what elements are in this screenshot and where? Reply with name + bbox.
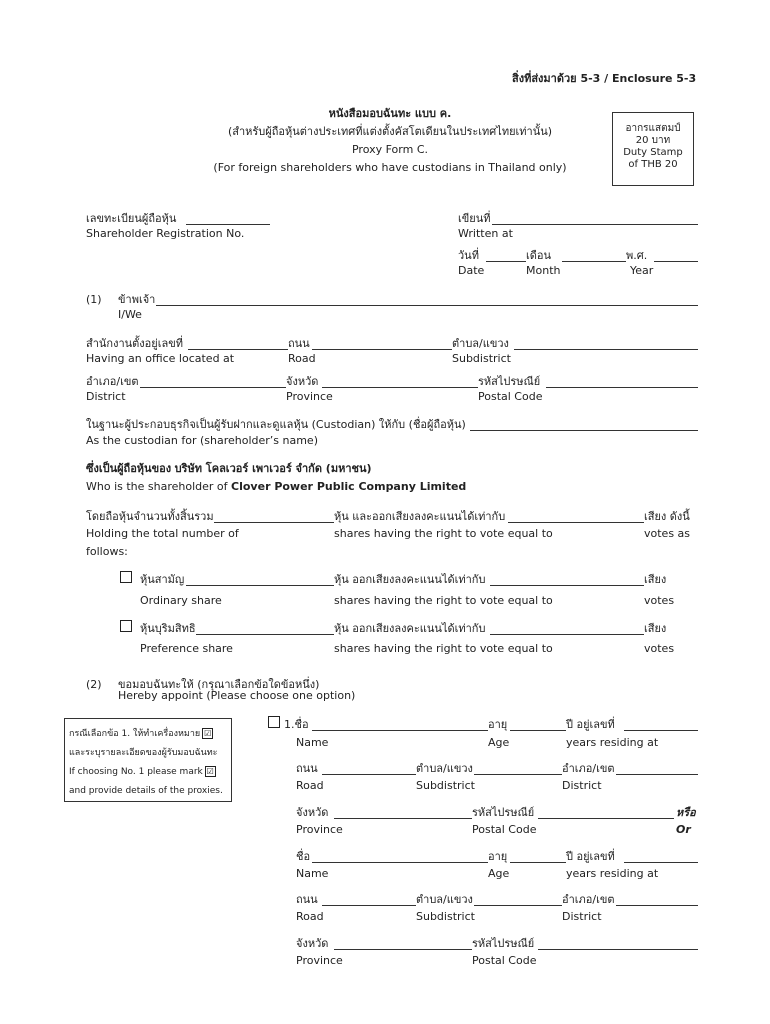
form-subtitle-en: (For foreign shareholders who have custodians in Thailand only) xyxy=(213,161,567,174)
office-label-th: สำนักงานตั้งอยู่เลขที่ xyxy=(86,337,183,350)
shareholder-of-prefix-th: ซึ่งเป็นผู้ถือหุ้นของ xyxy=(86,462,172,475)
votes-as-label-th: เสียง ดังนี้ xyxy=(644,510,690,523)
proxy1-province-label-th: จังหวัด xyxy=(296,806,329,819)
proxy1-district-label-en: District xyxy=(562,779,602,792)
stamp-line2: 20 บาท xyxy=(635,135,671,146)
proxy2-district-field[interactable] xyxy=(616,905,698,906)
province-label-th: จังหวัด xyxy=(286,375,319,388)
subdistrict-field[interactable] xyxy=(514,349,698,350)
proxy2-address-field[interactable] xyxy=(624,862,698,863)
custodian-label-en: As the custodian for (shareholder’s name) xyxy=(86,434,318,447)
proxy1-subdistrict-label-en: Subdistrict xyxy=(416,779,475,792)
check-mark-icon: ☑ xyxy=(204,729,212,738)
subdistrict-label-th: ตำบล/แขวง xyxy=(452,337,509,350)
proxy2-postal-label-th: รหัสไปรษณีย์ xyxy=(472,937,535,950)
proxy1-district-field[interactable] xyxy=(616,774,698,775)
proxy1-postal-label-th: รหัสไปรษณีย์ xyxy=(472,806,535,819)
postal-label-th: รหัสไปรษณีย์ xyxy=(478,375,541,388)
proxy1-province-label-en: Province xyxy=(296,823,343,836)
holding-label-en: Holding the total number of xyxy=(86,527,239,540)
ordinary-votes-field[interactable] xyxy=(490,585,644,586)
subdistrict-label-en: Subdistrict xyxy=(452,352,511,365)
written-at-label-th: เขียนที่ xyxy=(458,212,491,225)
or-label-en: Or xyxy=(676,823,691,836)
appoint-label-th: ขอมอบฉันทะให้ (กรุณาเลือกข้อใดข้อหนึ่ง) xyxy=(118,678,320,691)
road-field[interactable] xyxy=(312,349,452,350)
proxy2-road-label-th: ถนน xyxy=(296,893,318,906)
custodian-label-th: ในฐานะผู้ประกอบธุรกิจเป็นผู้รับฝากและดูแลหุ้น (Custodian) ให้กับ (ชื่อผู้ถือหุ้น) xyxy=(86,418,466,431)
proxy1-age-label-en: Age xyxy=(488,736,510,749)
proxy1-district-label-th: อำเภอ/เขต xyxy=(562,762,615,775)
company-name-th: บริษัท โคลเวอร์ เพาเวอร์ จำกัด (มหาชน) xyxy=(174,462,372,475)
preference-label-en: Preference share xyxy=(140,642,233,655)
ordinary-shares-field[interactable] xyxy=(186,585,334,586)
road-label-en: Road xyxy=(288,352,316,365)
preference-shares-field[interactable] xyxy=(196,634,334,635)
written-at-field[interactable] xyxy=(492,224,698,225)
shareholder-of-prefix-en: Who is the shareholder of xyxy=(86,480,228,493)
ordinary-votes-label-th: เสียง xyxy=(644,573,667,586)
votes-as-label-en: votes as xyxy=(644,527,691,540)
stamp-line1: อากรแสตมป์ xyxy=(625,123,681,134)
proxy1-years-label-en: years residing at xyxy=(566,736,659,749)
preference-votes-label-th: เสียง xyxy=(644,622,667,635)
proxy2-postal-field[interactable] xyxy=(538,949,698,950)
total-shares-field[interactable] xyxy=(214,522,334,523)
month-field[interactable] xyxy=(562,261,626,262)
section1-number: (1) xyxy=(86,293,102,306)
proxy1-name-field[interactable] xyxy=(312,730,488,731)
appoint-label-en: Hereby appoint (Please choose one option) xyxy=(118,689,356,702)
date-field[interactable] xyxy=(486,261,526,262)
written-at-label-en: Written at xyxy=(458,227,513,240)
proxy1-postal-label-en: Postal Code xyxy=(472,823,537,836)
section2-number: (2) xyxy=(86,678,102,691)
preference-votes-field[interactable] xyxy=(490,634,644,635)
ordinary-votes-label-en: votes xyxy=(644,594,675,607)
preference-label-th: หุ้นบุริมสิทธิ xyxy=(140,622,196,635)
proxy1-postal-field[interactable] xyxy=(538,818,674,819)
proxy2-name-label-en: Name xyxy=(296,867,329,880)
proxy2-province-label-th: จังหวัด xyxy=(296,937,329,950)
iwe-field[interactable] xyxy=(156,305,698,306)
note-line4: and provide details of the proxies. xyxy=(69,786,223,796)
proxy2-road-label-en: Road xyxy=(296,910,324,923)
form-subtitle-th: (สำหรับผู้ถือหุ้นต่างประเทศที่แต่งตั้งคัสโตเดียนในประเทศไทยเท่านั้น) xyxy=(227,125,553,138)
year-label-en: Year xyxy=(630,264,654,277)
registration-label-th: เลขทะเบียนผู้ถือหุ้น xyxy=(86,212,177,225)
month-label-en: Month xyxy=(526,264,561,277)
registration-field[interactable] xyxy=(186,224,270,225)
office-field[interactable] xyxy=(188,349,288,350)
proxy2-district-label-en: District xyxy=(562,910,602,923)
shareholder-of-th xyxy=(86,462,372,475)
ordinary-label-th: หุ้นสามัญ xyxy=(140,573,185,586)
proxy1-name-label-th: 1.ชื่อ xyxy=(284,718,309,731)
proxy2-name-field[interactable] xyxy=(312,862,488,863)
district-label-en: District xyxy=(86,390,126,403)
check-mark-icon: ☑ xyxy=(206,767,214,776)
proxy2-age-label-en: Age xyxy=(488,867,510,880)
year-field[interactable] xyxy=(654,261,698,262)
company-name-en: Clover Power Public Company Limited xyxy=(231,480,467,493)
proxy2-subdistrict-label-th: ตำบล/แขวง xyxy=(416,893,473,906)
form-title-en: Proxy Form C. xyxy=(351,143,428,156)
proxy2-postal-label-en: Postal Code xyxy=(472,954,537,967)
proxy1-subdistrict-field[interactable] xyxy=(474,774,562,775)
proxy1-road-label-th: ถนน xyxy=(296,762,318,775)
proxy1-road-label-en: Road xyxy=(296,779,324,792)
proxy2-province-label-en: Province xyxy=(296,954,343,967)
or-label-th: หรือ xyxy=(676,806,696,819)
office-label-en: Having an office located at xyxy=(86,352,235,365)
district-label-th: อำเภอ/เขต xyxy=(86,375,139,388)
proxy1-road-field[interactable] xyxy=(322,774,416,775)
proxy2-subdistrict-label-en: Subdistrict xyxy=(416,910,475,923)
proxy1-age-field[interactable] xyxy=(510,730,566,731)
proxy2-subdistrict-field[interactable] xyxy=(474,905,562,906)
form-title-th: หนังสือมอบฉันทะ แบบ ค. xyxy=(328,107,452,120)
proxy2-district-label-th: อำเภอ/เขต xyxy=(562,893,615,906)
proxy2-years-label-en: years residing at xyxy=(566,867,659,880)
follows-label-en: follows: xyxy=(86,545,128,558)
shareholder-of-en xyxy=(86,480,466,493)
ordinary-vote-label-en: shares having the right to vote equal to xyxy=(334,594,553,607)
year-label-th: พ.ศ. xyxy=(626,249,648,262)
registration-label-en: Shareholder Registration No. xyxy=(86,227,245,240)
date-label-th: วันที่ xyxy=(458,249,479,262)
proxy1-age-label-th: อายุ xyxy=(488,718,508,731)
proxy2-road-field[interactable] xyxy=(322,905,416,906)
note-line1: กรณีเลือกข้อ 1. ให้ทำเครื่องหมาย xyxy=(69,729,201,739)
note-line3: If choosing No. 1 please mark xyxy=(69,767,203,777)
stamp-line3: Duty Stamp xyxy=(623,147,683,158)
proxy1-years-label-th: ปี อยู่เลขที่ xyxy=(566,718,615,731)
shares-vote-label-en: shares having the right to vote equal to xyxy=(334,527,553,540)
province-field[interactable] xyxy=(322,387,478,388)
proxy1-province-field[interactable] xyxy=(334,818,472,819)
ordinary-vote-label-th: หุ้น ออกเสียงลงคะแนนได้เท่ากับ xyxy=(334,573,486,586)
stamp-line4: of THB 20 xyxy=(628,159,678,170)
ordinary-label-en: Ordinary share xyxy=(140,594,222,607)
proxy-option1-checkbox[interactable] xyxy=(268,716,280,728)
proxy2-age-label-th: อายุ xyxy=(488,850,508,863)
ordinary-share-checkbox[interactable] xyxy=(120,571,132,583)
preference-share-checkbox[interactable] xyxy=(120,620,132,632)
proxy2-age-field[interactable] xyxy=(510,862,566,863)
province-label-en: Province xyxy=(286,390,333,403)
preference-vote-label-th: หุ้น ออกเสียงลงคะแนนได้เท่ากับ xyxy=(334,622,486,635)
iwe-label-th: ข้าพเจ้า xyxy=(118,293,156,306)
proxy1-name-label-en: Name xyxy=(296,736,329,749)
road-label-th: ถนน xyxy=(288,337,310,350)
iwe-label-en: I/We xyxy=(118,308,142,321)
instruction-note-box xyxy=(64,718,232,802)
proxy1-address-field[interactable] xyxy=(624,730,698,731)
note-line2: และระบุรายละเอียดของผู้รับมอบฉันทะ xyxy=(69,748,218,758)
preference-votes-label-en: votes xyxy=(644,642,675,655)
proxy2-province-field[interactable] xyxy=(334,949,472,950)
proxy1-subdistrict-label-th: ตำบล/แขวง xyxy=(416,762,473,775)
total-votes-field[interactable] xyxy=(508,522,644,523)
proxy2-name-label-th: ชื่อ xyxy=(296,850,311,863)
proxy2-years-label-th: ปี อยู่เลขที่ xyxy=(566,850,615,863)
enclosure-label: สิ่งที่ส่งมาด้วย 5-3 / Enclosure 5-3 xyxy=(512,72,697,85)
postal-field[interactable] xyxy=(546,387,698,388)
duty-stamp-box xyxy=(612,112,694,186)
date-label-en: Date xyxy=(458,264,485,277)
postal-label-en: Postal Code xyxy=(478,390,543,403)
holding-label-th: โดยถือหุ้นจำนวนทั้งสิ้นรวม xyxy=(86,510,214,523)
preference-vote-label-en: shares having the right to vote equal to xyxy=(334,642,553,655)
custodian-field[interactable] xyxy=(470,430,698,431)
month-label-th: เดือน xyxy=(526,249,552,262)
shares-vote-label-th: หุ้น และออกเสียงลงคะแนนได้เท่ากับ xyxy=(334,510,506,523)
district-field[interactable] xyxy=(140,387,286,388)
